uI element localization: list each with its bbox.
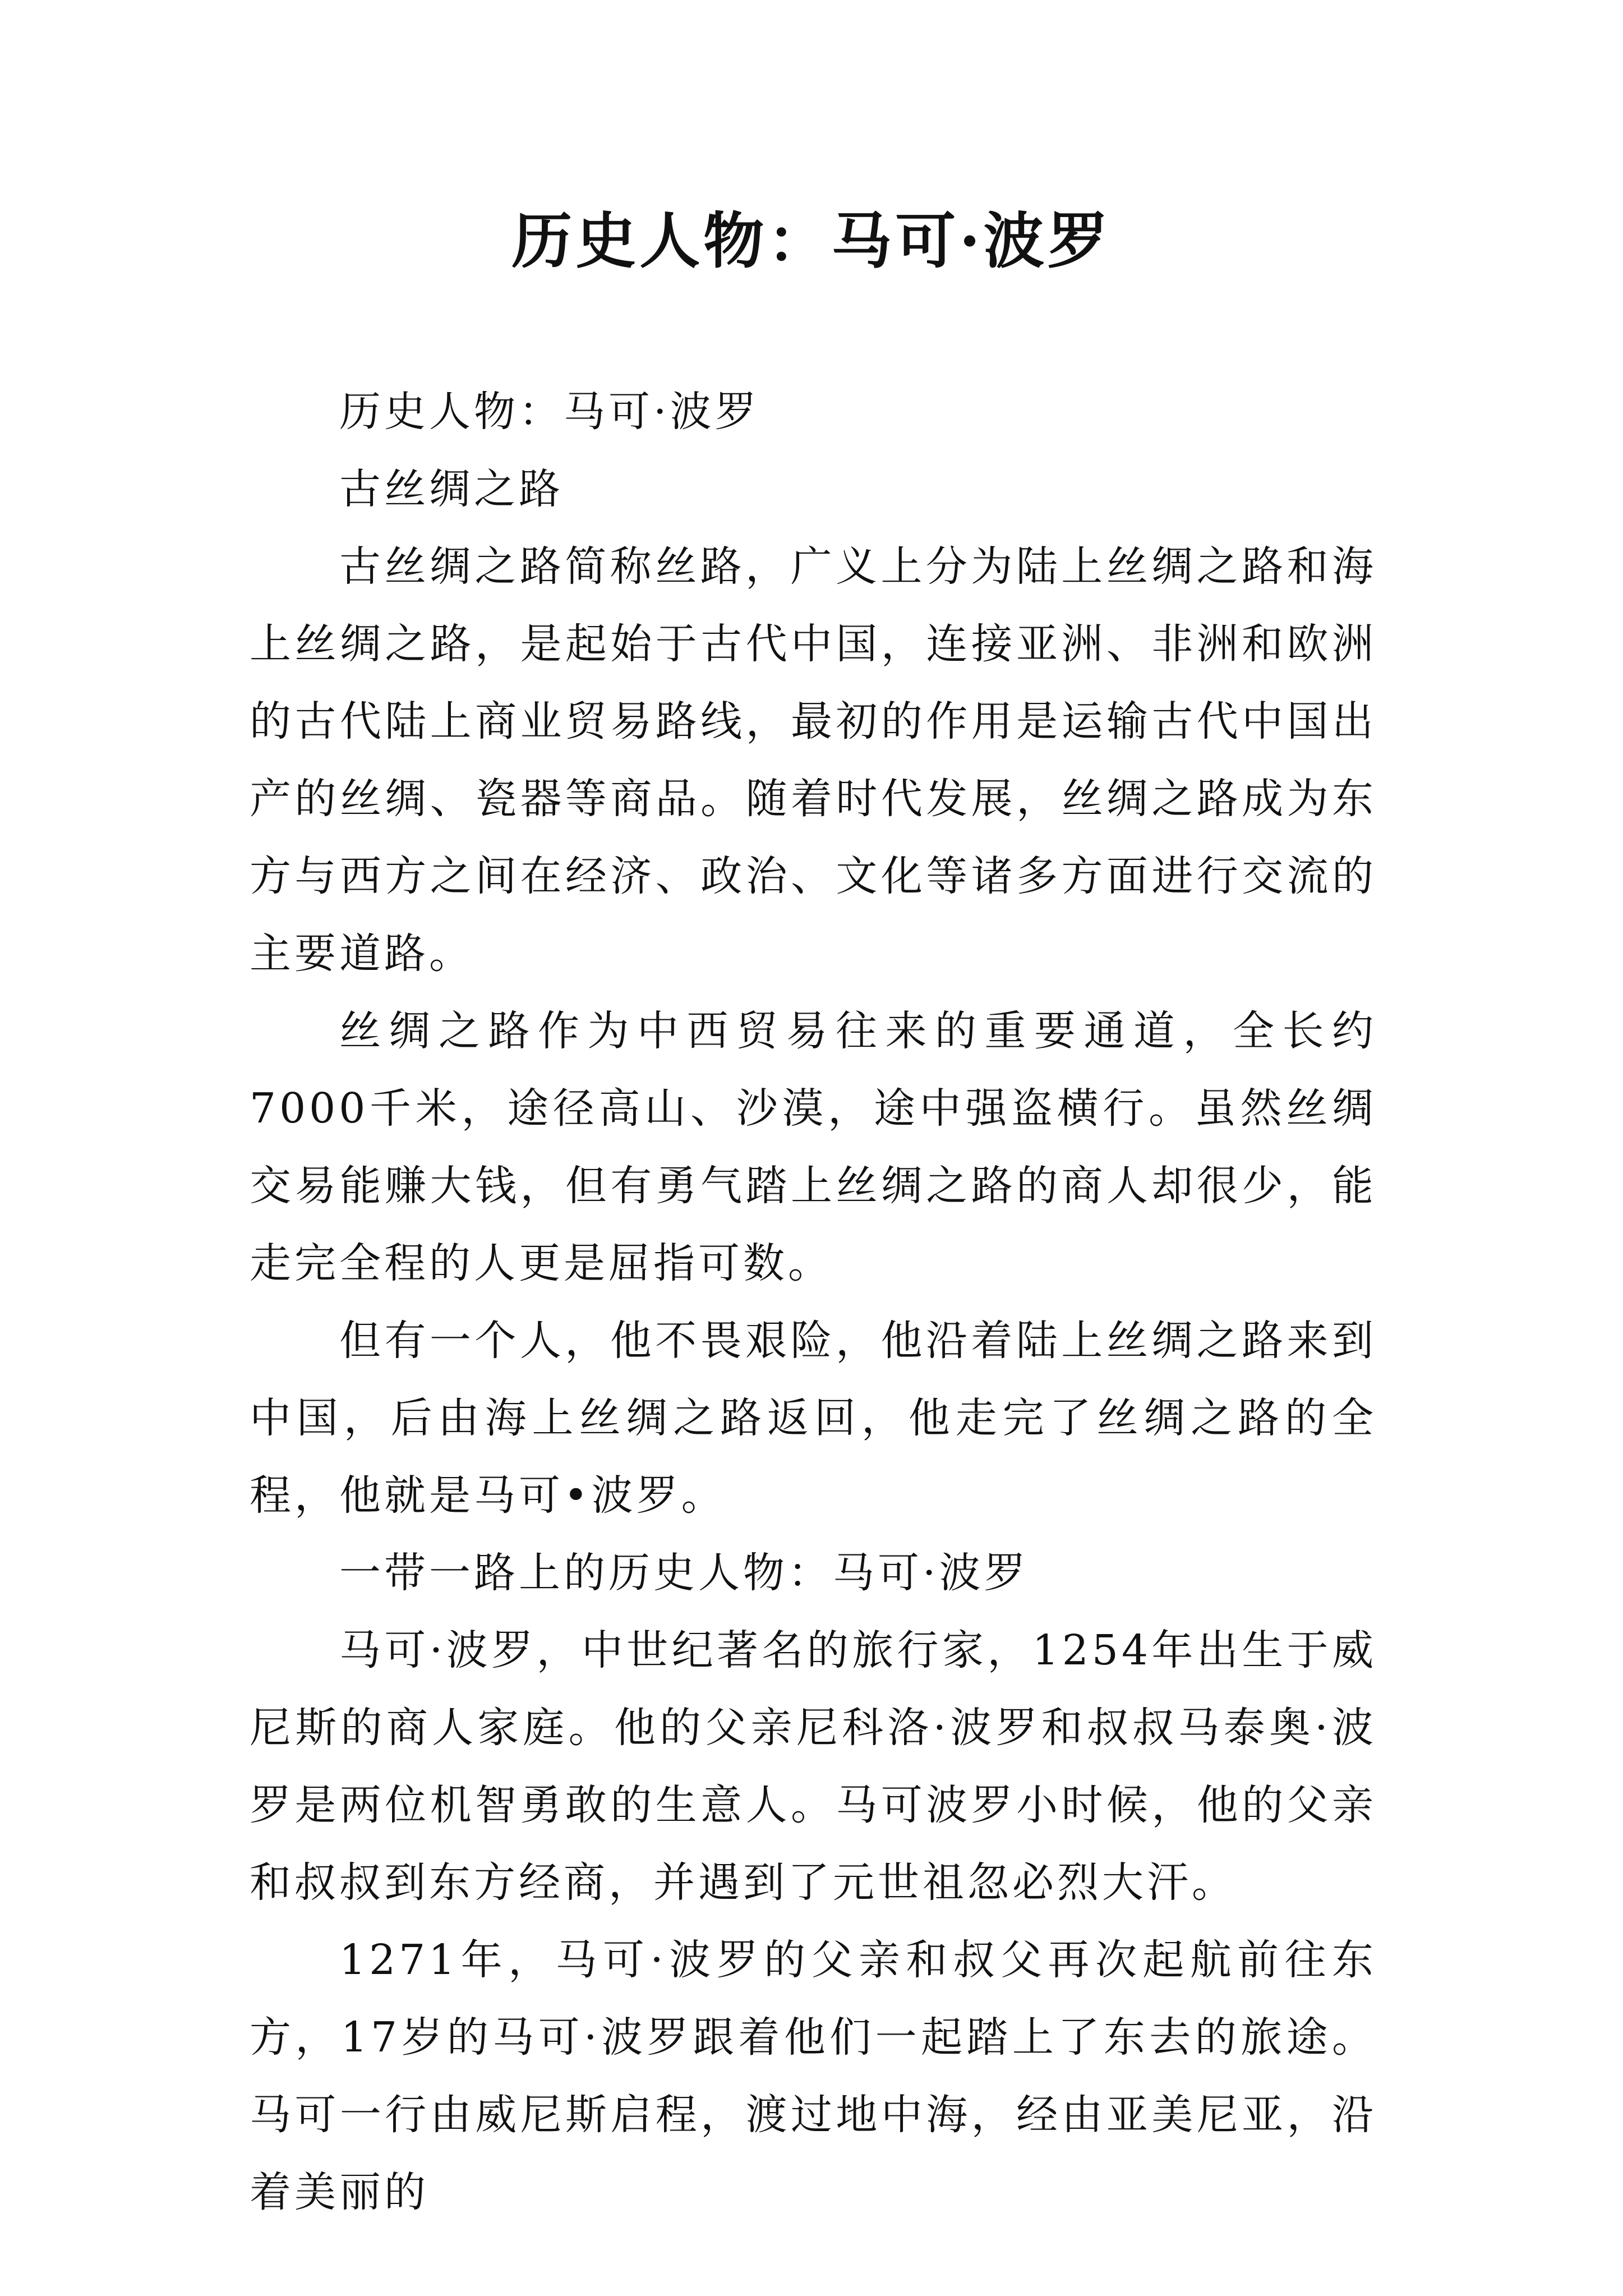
document-body xyxy=(250,373,1377,2231)
paragraph: 一带一路上的历史人物：马可·波罗 xyxy=(339,1549,1029,1597)
paragraph: 1271年，马可·波罗的父亲和叔父再次起航前往东方，17岁的马可·波罗跟着他们一起踏上了东去的旅途。马可一行由威尼斯启程，渡过地中海，经由亚美尼亚，沿着美丽的 xyxy=(250,1936,1377,2216)
document-title: 历史人物：马可·波罗 xyxy=(511,206,1112,277)
paragraph: 马可·波罗，中世纪著名的旅行家，1254年出生于威尼斯的商人家庭。他的父亲尼科洛·波罗和叔叔马泰奥·波罗是两位机智勇敢的生意人。马可波罗小时候，他的父亲和叔叔到东方经商，并遇到了元世祖忽必烈大汗。 xyxy=(250,1626,1377,1907)
paragraph: 古丝绸之路 xyxy=(339,465,564,513)
paragraph: 古丝绸之路简称丝路，广义上分为陆上丝绸之路和海上丝绸之路，是起始于古代中国，连接亚洲、非洲和欧洲的古代陆上商业贸易路线，最初的作用是运输古代中国出产的丝绸、瓷器等商品。随着时代发展，丝绸之路成为东方与西方之间在经济、政治、文化等诸多方面进行交流的主要道路。 xyxy=(250,542,1377,978)
paragraph: 丝绸之路作为中西贸易往来的重要通道，全长约7000千米，途径高山、沙漠，途中强盗横行。虽然丝绸交易能赚大钱，但有勇气踏上丝绸之路的商人却很少，能走完全程的人更是屈指可数。 xyxy=(250,1007,1377,1287)
paragraph: 但有一个人，他不畏艰险，他沿着陆上丝绸之路来到中国，后由海上丝绸之路返回，他走完了丝绸之路的全程，他就是马可•波罗。 xyxy=(250,1317,1377,1520)
paragraph: 历史人物：马可·波罗 xyxy=(339,388,760,436)
